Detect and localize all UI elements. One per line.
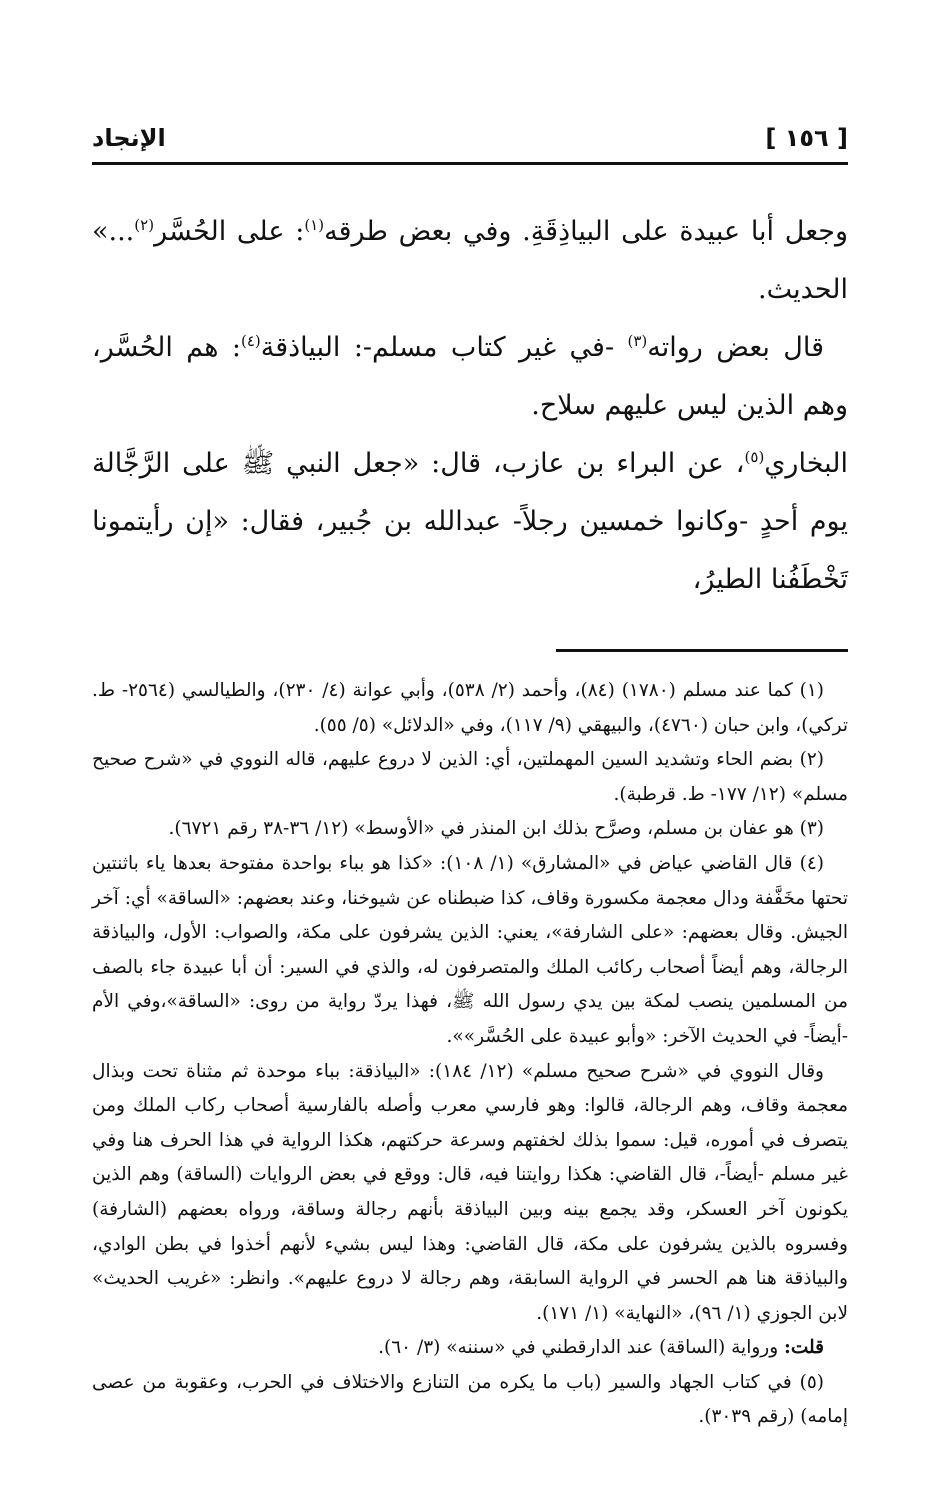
footnotes (92, 674, 848, 1435)
main-paragraph-3 (92, 435, 848, 609)
main-paragraph-2 (92, 319, 848, 435)
main-text-run: قال بعض رواته (647, 332, 825, 363)
footnote-ref-2[interactable]: (٢) (134, 216, 155, 234)
page-header (92, 120, 848, 156)
note-label: قلت: (784, 1337, 824, 1359)
main-text-run: ...» الحديث. (92, 216, 848, 305)
footnote-ref-1[interactable]: (١) (304, 216, 325, 234)
header-divider (92, 162, 848, 165)
book-page (92, 120, 848, 1435)
footnote-4-continued: وقال النووي في «شرح صحيح مسلم» (١٢/ ١٨٤): «البياذقة: بباء موحدة ثم مثناة تحت وبذال معجمة وقاف، وهم الرجالة، قالوا: وهو فارسي معرب وأصله بالفارسية أصحاب ركاب الملك ومن يتصرف في أموره، قيل: سموا بذلك لخفتهم وسرعة حركتهم، هكذا الرواية في هذا الحرف هنا وفي غير مسلم -أيضاً-، قال القاضي: هكذا روايتنا فيه، قال: ووقع في بعض الروايات (الساقة) وهم الذين يكونون آخر العسكر، وقد يجمع بينه وبين البياذقة بأنهم رجالة وساقة، ورواه بعضهم (الشارفة) وفسروه بالذين يشرفون على مكة، قال القاضي: وهذا ليس بشيء لأنهم أخذوا في بطن الوادي، والبياذقة هنا هم الحسر في الرواية السابقة، وهم رجالة لا دروع عليهم». وانظر: «غريب الحديث» لابن الجوزي (١/ ٩٦)، «النهاية» (١/ ١٧١). (92, 1060, 848, 1324)
footnote-2: (٢) بضم الحاء وتشديد السين المهملتين، أي: الذين لا دروع عليهم، قاله النووي في «شرح صحيح مسلم» (١٢/ ١٧٧- ط. قرطبة). (92, 749, 848, 805)
footnote-4-note (92, 1331, 848, 1366)
footnote-ref-5[interactable]: (٥) (744, 448, 765, 466)
footnote-4: (٤) قال القاضي عياض في «المشارق» (١/ ١٠٨): «كذا هو بباء بواحدة مفتوحة بعدها ياء باثنتين تحتها مخَفَّفة ودال معجمة مكسورة وقاف، كذا ضبطناه عن شيوخنا، وعند بعضهم: «الساقة» أي: آخر الجيش. وقال بعضهم: «على الشارفة»، يعني: الذين يشرفون على مكة، والصواب: الأول، والبياذقة الرجالة، وهم أيضاً أصحاب ركائب الملك والمتصرفون له، والذي في السير: أن أبا عبيدة جاء بالصف من المسلمين ينصب لمكة بين يدي رسول الله ﷺ، فهذا يردّ رواية من روى: «الساقة»،وفي الأم -أيضاً- في الحديث الآخر: «وأبو عبيدة على الحُسَّر»». (92, 852, 848, 1047)
book-title: الإنجاد (92, 124, 166, 152)
main-text-run: وجعل أبا عبيدة على البياذِقَةِ. وفي بعض طرقه (324, 216, 848, 247)
footnote-5: (٥) في كتاب الجهاد والسير (باب ما يكره من التنازع والاختلاف في الحرب، وعقوبة من عصى إمامه) (رقم ٣٠٣٩). (92, 1371, 848, 1428)
note-text: ورواية (الساقة) عند الدارقطني في «سننه» (٣/ ٦٠). (378, 1337, 785, 1359)
footnote-ref-3[interactable]: (٣) (627, 332, 648, 350)
main-text-run: -في غير كتاب مسلم-: البياذقة (260, 332, 628, 363)
main-text-run: : على الحُسَّر (154, 216, 305, 247)
footnote-3: (٣) هو عفان بن مسلم، وصرَّح بذلك ابن المنذر في «الأوسط» (١٢/ ٣٦-٣٨ رقم ٦٧٢١). (168, 818, 824, 840)
main-text-run: البخاري (764, 448, 848, 479)
main-text-run: : هم الحُسَّر، وهم الذين ليس عليهم سلاح. (92, 332, 848, 421)
footnote-1: (١) كما عند مسلم (١٧٨٠) (٨٤)، وأحمد (٢/ ٥٣٨)، وأبي عوانة (٤/ ٢٣٠)، والطيالسي (٢٥٦٤- ط. تركي)، وابن حبان (٤٧٦٠)، والبيهقي (٩/ ١١٧)، وفي «الدلائل» (٥/ ٥٥). (92, 680, 848, 736)
main-text (92, 203, 848, 609)
page-number: [ ١٥٦ ] (765, 124, 848, 152)
main-paragraph-1 (92, 203, 848, 319)
footnote-ref-4[interactable]: (٤) (240, 332, 261, 350)
main-text-run: ، عن البراء بن عازب، قال: «جعل النبي ﷺ على الرَّجَّالة يوم أحدٍ -وكانوا خمسين رجلاً- عبدالله بن جُبير، فقال: «إن رأيتمونا تَخْطَفُنا الطيرُ، (92, 448, 848, 595)
footnote-divider (556, 649, 848, 652)
